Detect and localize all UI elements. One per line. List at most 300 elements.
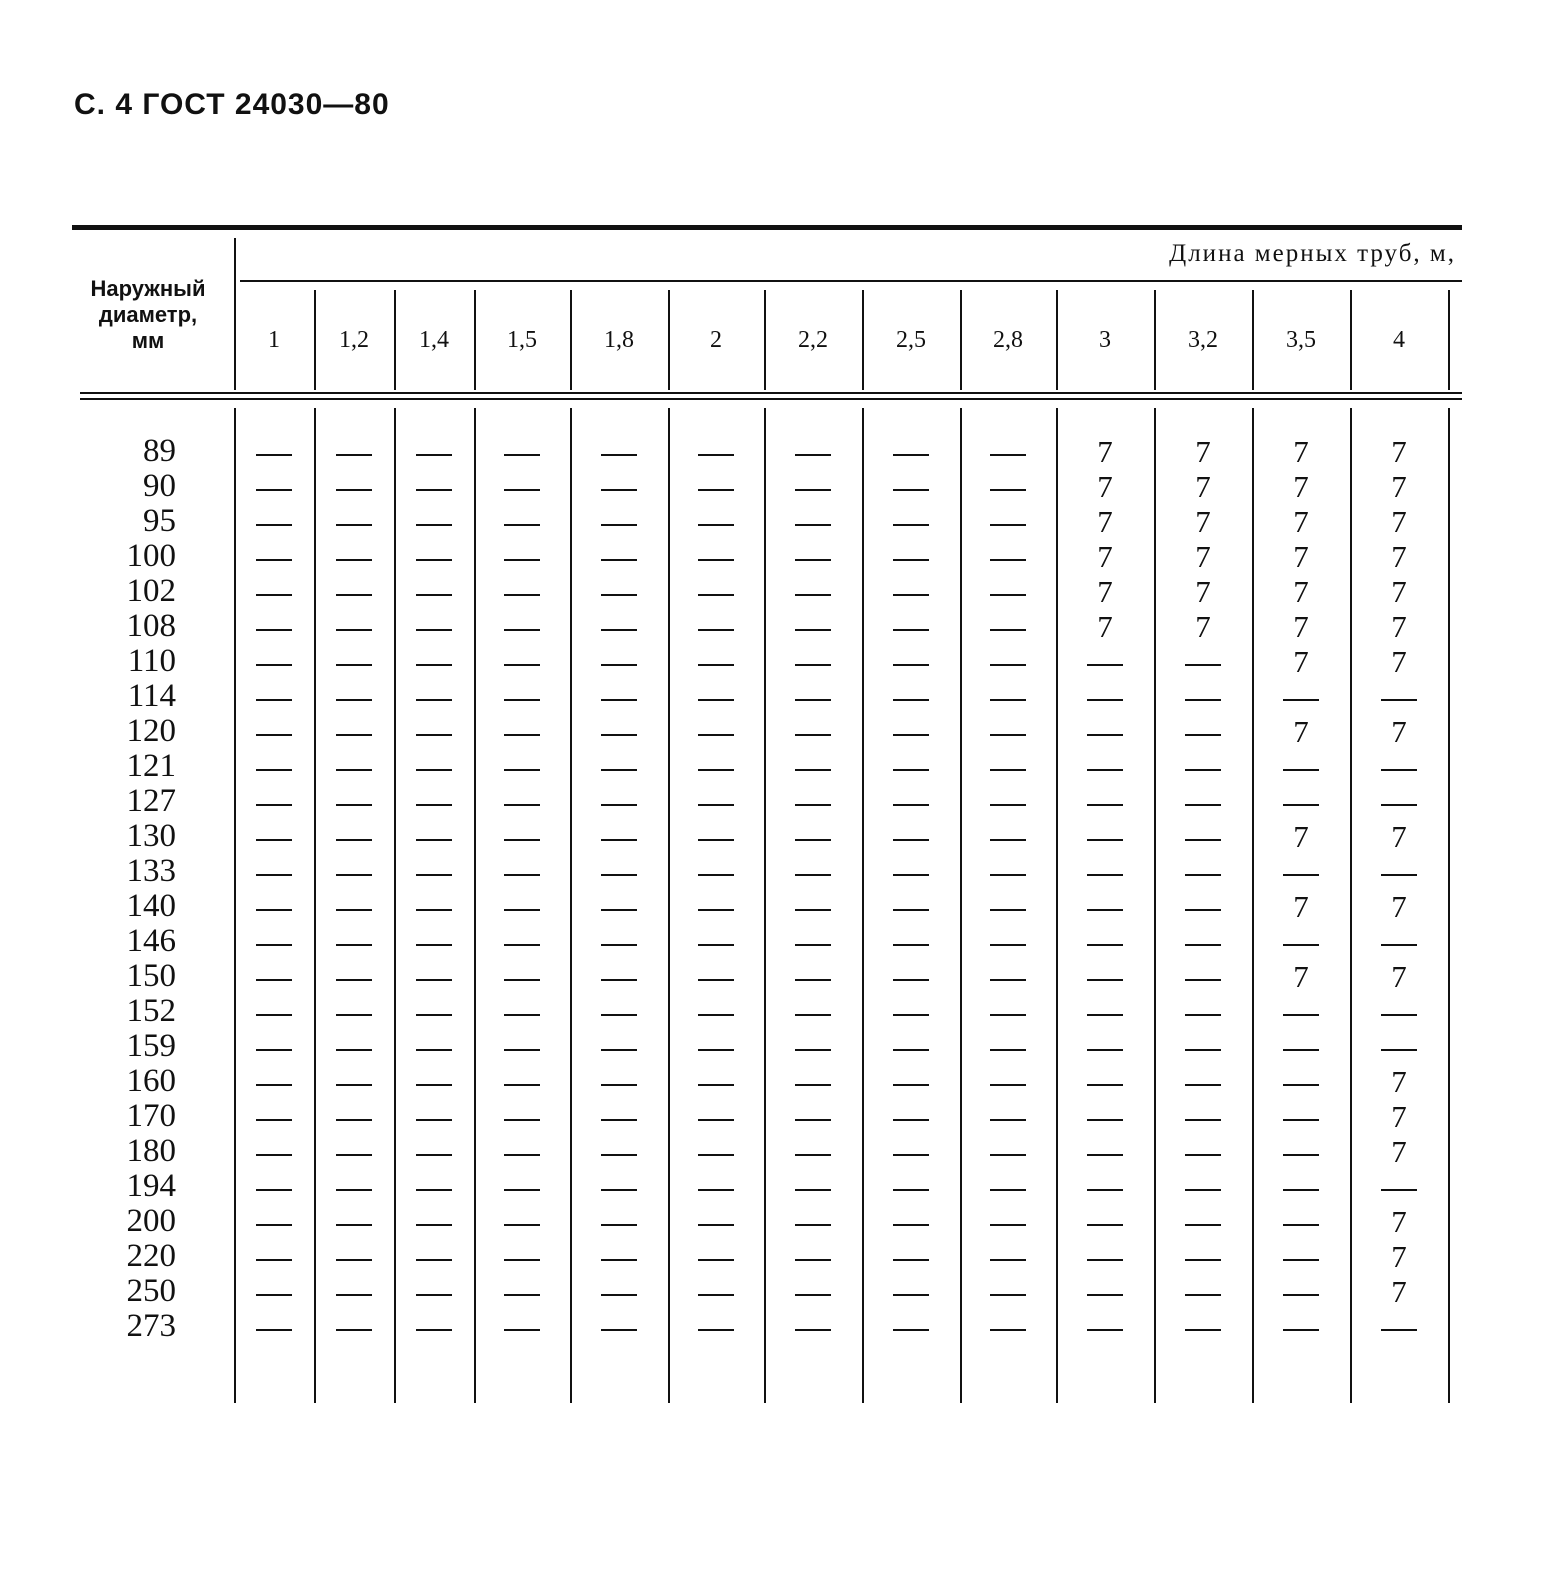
table-cell [394, 749, 474, 784]
table-cell [668, 714, 764, 749]
table-cell [668, 679, 764, 714]
table-cell [862, 994, 960, 1029]
table-cell [394, 959, 474, 994]
empty-dash [1185, 769, 1221, 771]
table-cell [1056, 1029, 1154, 1064]
table-cell [570, 504, 668, 539]
empty-dash [990, 734, 1026, 736]
table-cell [1252, 1134, 1350, 1169]
table-cell [960, 749, 1056, 784]
empty-dash [990, 769, 1026, 771]
table-cell [668, 644, 764, 679]
table-cell [668, 434, 764, 469]
empty-dash [416, 524, 452, 526]
table-cell: 7 [1391, 608, 1407, 644]
empty-dash [893, 1189, 929, 1191]
table-cell [570, 1309, 668, 1344]
table-cell [862, 854, 960, 889]
empty-dash [504, 1189, 540, 1191]
column-header: 1,5 [507, 326, 537, 353]
column-header: 1,4 [419, 326, 449, 353]
table-cell [234, 1029, 314, 1064]
table-cell [474, 1029, 570, 1064]
empty-dash [990, 909, 1026, 911]
table-cell: 7 [1391, 818, 1407, 854]
table-cell [314, 1204, 394, 1239]
empty-dash [893, 909, 929, 911]
empty-dash [1283, 1329, 1319, 1331]
empty-dash [990, 1224, 1026, 1226]
empty-dash [601, 1084, 637, 1086]
table-cell [764, 574, 862, 609]
empty-dash [698, 1119, 734, 1121]
empty-dash [698, 839, 734, 841]
diameter-value: 102 [126, 573, 176, 609]
table-cell [764, 539, 862, 574]
empty-dash [1283, 874, 1319, 876]
table-cell [234, 469, 314, 504]
column-header: 1,2 [339, 326, 369, 353]
table-cell [960, 994, 1056, 1029]
table-cell [314, 959, 394, 994]
table-cell: 7 [1097, 503, 1113, 539]
diameter-value: 133 [126, 853, 176, 889]
empty-dash [416, 1224, 452, 1226]
table-cell [394, 784, 474, 819]
empty-dash [795, 839, 831, 841]
empty-dash [256, 1154, 292, 1156]
table-cell [1252, 1309, 1350, 1344]
table-cell [234, 1064, 314, 1099]
empty-dash [1381, 699, 1417, 701]
empty-dash [990, 1329, 1026, 1331]
empty-dash [1185, 1154, 1221, 1156]
empty-dash [504, 629, 540, 631]
table-cell [1154, 714, 1252, 749]
table-cell [960, 469, 1056, 504]
table-cell: 7 [1391, 433, 1407, 469]
table-cell [474, 959, 570, 994]
table-cell [1252, 784, 1350, 819]
empty-dash [795, 594, 831, 596]
table-cell [570, 1204, 668, 1239]
column-header: 1 [268, 326, 280, 353]
empty-dash [698, 664, 734, 666]
empty-dash [1283, 1189, 1319, 1191]
table-cell [862, 1134, 960, 1169]
table-cell: 7 [1097, 573, 1113, 609]
empty-dash [795, 804, 831, 806]
empty-dash [698, 1294, 734, 1296]
table-cell [474, 784, 570, 819]
table-cell [1056, 1239, 1154, 1274]
empty-dash [1283, 769, 1319, 771]
empty-dash [1283, 1084, 1319, 1086]
empty-dash [256, 1119, 292, 1121]
table-cell [314, 434, 394, 469]
table-cell [862, 889, 960, 924]
empty-dash [336, 874, 372, 876]
table-cell: 7 [1391, 958, 1407, 994]
table-cell: 7 [1097, 608, 1113, 644]
table-cell: 7 [1391, 643, 1407, 679]
empty-dash [416, 629, 452, 631]
table-cell [960, 714, 1056, 749]
empty-dash [893, 874, 929, 876]
table-cell [1252, 1029, 1350, 1064]
table-cell [394, 644, 474, 679]
table-cell: 7 [1293, 538, 1309, 574]
table-cell [764, 1134, 862, 1169]
empty-dash [990, 1294, 1026, 1296]
table-cell [234, 959, 314, 994]
table-cell [764, 504, 862, 539]
empty-dash [990, 1189, 1026, 1191]
empty-dash [1283, 1294, 1319, 1296]
table-cell: 7 [1195, 433, 1211, 469]
table-cell [668, 924, 764, 959]
table-cell [1154, 1029, 1252, 1064]
empty-dash [1381, 944, 1417, 946]
table-cell [234, 1239, 314, 1274]
table-cell [764, 959, 862, 994]
empty-dash [256, 524, 292, 526]
table-cell [570, 1029, 668, 1064]
table-cell [394, 679, 474, 714]
empty-dash [336, 559, 372, 561]
table-cell [1252, 1239, 1350, 1274]
empty-dash [698, 699, 734, 701]
empty-dash [416, 1189, 452, 1191]
empty-dash [336, 1154, 372, 1156]
empty-dash [893, 1224, 929, 1226]
empty-dash [504, 1224, 540, 1226]
empty-dash [990, 1084, 1026, 1086]
empty-dash [795, 1084, 831, 1086]
table-cell [394, 1274, 474, 1309]
diameter-value: 130 [126, 818, 176, 854]
table-cell: 7 [1293, 643, 1309, 679]
table-cell: 7 [1391, 1098, 1407, 1134]
empty-dash [893, 1294, 929, 1296]
empty-dash [795, 489, 831, 491]
table-cell [474, 1274, 570, 1309]
empty-dash [1185, 734, 1221, 736]
table-cell [668, 1029, 764, 1064]
empty-dash [795, 454, 831, 456]
table-cell [474, 1134, 570, 1169]
empty-dash [256, 734, 292, 736]
table-cell [1252, 924, 1350, 959]
table-cell [1056, 714, 1154, 749]
table-cell [960, 1134, 1056, 1169]
table-cell [668, 1204, 764, 1239]
table-cell [862, 679, 960, 714]
empty-dash [256, 1224, 292, 1226]
table-cell [668, 1064, 764, 1099]
empty-dash [256, 1189, 292, 1191]
empty-dash [256, 979, 292, 981]
empty-dash [256, 559, 292, 561]
table-cell [764, 1099, 862, 1134]
empty-dash [698, 489, 734, 491]
table-cell [474, 1099, 570, 1134]
empty-dash [601, 874, 637, 876]
table-cell [1350, 679, 1448, 714]
table-cell [668, 994, 764, 1029]
diameter-value: 127 [126, 783, 176, 819]
table-cell [394, 1309, 474, 1344]
table-cell [1056, 1134, 1154, 1169]
table-cell [234, 994, 314, 1029]
table-cell [960, 1064, 1056, 1099]
empty-dash [504, 734, 540, 736]
table-cell [862, 1169, 960, 1204]
empty-dash [1381, 804, 1417, 806]
table-cell [234, 1169, 314, 1204]
empty-dash [416, 1049, 452, 1051]
empty-dash [504, 699, 540, 701]
table-cell [474, 994, 570, 1029]
length-span-header: Длина мерных труб, м, [1169, 240, 1456, 267]
empty-dash [504, 594, 540, 596]
empty-dash [698, 1014, 734, 1016]
empty-dash [1185, 944, 1221, 946]
table-cell [234, 539, 314, 574]
table-cell [764, 1204, 862, 1239]
diameter-value: 110 [127, 643, 176, 679]
empty-dash [1283, 944, 1319, 946]
empty-dash [416, 1119, 452, 1121]
table-cell [474, 1239, 570, 1274]
empty-dash [416, 594, 452, 596]
empty-dash [504, 1119, 540, 1121]
empty-dash [1283, 1224, 1319, 1226]
empty-dash [256, 664, 292, 666]
table-cell [862, 924, 960, 959]
empty-dash [1185, 909, 1221, 911]
table-cell: 7 [1391, 1238, 1407, 1274]
table-cell [394, 854, 474, 889]
table-cell: 7 [1293, 503, 1309, 539]
table-cell [668, 889, 764, 924]
table-cell: 7 [1391, 503, 1407, 539]
empty-dash [336, 1224, 372, 1226]
table-cell [764, 924, 862, 959]
empty-dash [893, 734, 929, 736]
empty-dash [416, 664, 452, 666]
table-cell [394, 714, 474, 749]
empty-dash [990, 1119, 1026, 1121]
empty-dash [601, 1154, 637, 1156]
empty-dash [601, 1294, 637, 1296]
empty-dash [698, 1329, 734, 1331]
empty-dash [336, 1259, 372, 1261]
empty-dash [336, 1084, 372, 1086]
empty-dash [1381, 874, 1417, 876]
empty-dash [1283, 1119, 1319, 1121]
table-cell: 7 [1293, 818, 1309, 854]
corner-label-line-2: диаметр, [98, 302, 198, 327]
table-cell [234, 924, 314, 959]
empty-dash [990, 629, 1026, 631]
table-cell [764, 994, 862, 1029]
diameter-value: 140 [126, 888, 176, 924]
table-cell [1056, 749, 1154, 784]
empty-dash [990, 489, 1026, 491]
table-cell [474, 714, 570, 749]
empty-dash [990, 804, 1026, 806]
empty-dash [698, 1259, 734, 1261]
empty-dash [1185, 1119, 1221, 1121]
table-cell [960, 434, 1056, 469]
table-cell [1056, 1064, 1154, 1099]
diameter-value: 159 [126, 1028, 176, 1064]
table-cell: 7 [1097, 433, 1113, 469]
table-cell [234, 504, 314, 539]
empty-dash [990, 454, 1026, 456]
table-cell: 7 [1195, 538, 1211, 574]
empty-dash [504, 664, 540, 666]
empty-dash [504, 454, 540, 456]
empty-dash [601, 629, 637, 631]
table-cell [234, 1309, 314, 1344]
empty-dash [504, 1014, 540, 1016]
diameter-value: 152 [126, 993, 176, 1029]
empty-dash [698, 1049, 734, 1051]
empty-dash [336, 909, 372, 911]
empty-dash [336, 489, 372, 491]
empty-dash [504, 1259, 540, 1261]
empty-dash [1283, 699, 1319, 701]
table-cell [474, 644, 570, 679]
table-cell: 7 [1097, 468, 1113, 504]
empty-dash [601, 839, 637, 841]
empty-dash [601, 489, 637, 491]
diameter-value: 273 [126, 1308, 176, 1344]
table-cell [1056, 854, 1154, 889]
empty-dash [795, 979, 831, 981]
column-divider-header [1448, 290, 1450, 390]
table-cell [764, 469, 862, 504]
empty-dash [1185, 839, 1221, 841]
diameter-value: 160 [126, 1063, 176, 1099]
table-cell [1154, 924, 1252, 959]
table-cell [960, 574, 1056, 609]
column-header: 3,2 [1188, 326, 1218, 353]
empty-dash [1087, 1014, 1123, 1016]
table-cell [1350, 854, 1448, 889]
table-cell [1154, 1064, 1252, 1099]
column-header: 3 [1099, 326, 1111, 353]
empty-dash [990, 664, 1026, 666]
table-cell [314, 469, 394, 504]
table-cell [668, 1099, 764, 1134]
table-cell [314, 889, 394, 924]
empty-dash [1087, 1189, 1123, 1191]
empty-dash [795, 1329, 831, 1331]
empty-dash [416, 699, 452, 701]
empty-dash [1185, 699, 1221, 701]
empty-dash [416, 1084, 452, 1086]
empty-dash [795, 769, 831, 771]
table-cell [764, 1064, 862, 1099]
table-cell [960, 1029, 1056, 1064]
table-cell [1252, 854, 1350, 889]
empty-dash [601, 1329, 637, 1331]
empty-dash [504, 559, 540, 561]
empty-dash [795, 559, 831, 561]
empty-dash [601, 1049, 637, 1051]
empty-dash [601, 979, 637, 981]
table-cell [764, 434, 862, 469]
table-cell [960, 609, 1056, 644]
empty-dash [416, 874, 452, 876]
empty-dash [1283, 1259, 1319, 1261]
empty-dash [416, 804, 452, 806]
empty-dash [336, 979, 372, 981]
table-cell [474, 889, 570, 924]
table-cell [474, 854, 570, 889]
empty-dash [601, 769, 637, 771]
table-cell [1350, 749, 1448, 784]
page-header: С. 4 ГОСТ 24030—80 [74, 88, 390, 121]
table-cell [764, 1309, 862, 1344]
table-cell [1154, 819, 1252, 854]
empty-dash [893, 769, 929, 771]
column-divider-body [1448, 408, 1450, 1403]
table-cell [394, 1099, 474, 1134]
empty-dash [795, 909, 831, 911]
table-cell [570, 959, 668, 994]
diameter-value: 89 [143, 433, 176, 469]
table-cell [234, 749, 314, 784]
empty-dash [416, 1014, 452, 1016]
table-cell [668, 1309, 764, 1344]
empty-dash [990, 1259, 1026, 1261]
empty-dash [256, 1014, 292, 1016]
table-cell [668, 469, 764, 504]
table-cell [1154, 1169, 1252, 1204]
table-cell [1252, 994, 1350, 1029]
table-cell [570, 1064, 668, 1099]
table-cell [668, 504, 764, 539]
empty-dash [893, 1259, 929, 1261]
table-cell [764, 644, 862, 679]
table-cell [1154, 1274, 1252, 1309]
empty-dash [1185, 804, 1221, 806]
table-cell [668, 819, 764, 854]
empty-dash [893, 454, 929, 456]
empty-dash [504, 1294, 540, 1296]
diameter-value: 200 [126, 1203, 176, 1239]
table-cell [570, 784, 668, 819]
diameter-value: 90 [143, 468, 176, 504]
table-cell [960, 1204, 1056, 1239]
empty-dash [601, 1014, 637, 1016]
empty-dash [893, 1014, 929, 1016]
table-cell [234, 574, 314, 609]
table-cell [1154, 889, 1252, 924]
column-header: 2,2 [798, 326, 828, 353]
empty-dash [893, 524, 929, 526]
table-cell [1350, 1169, 1448, 1204]
table-cell [314, 644, 394, 679]
empty-dash [698, 594, 734, 596]
empty-dash [893, 629, 929, 631]
empty-dash [1381, 1014, 1417, 1016]
header-double-rule-bottom [80, 398, 1462, 400]
